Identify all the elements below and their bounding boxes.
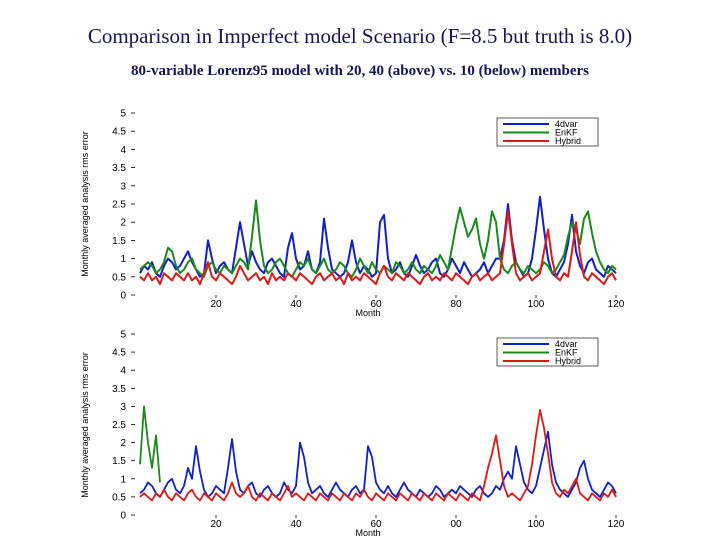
y-tick-label: 3 [120,181,126,193]
legend [497,338,598,366]
y-tick-label: 3.5 [112,383,126,395]
series-line-enkf [140,406,160,482]
chart-panel-2 [80,330,625,539]
legend-label: EnKF [555,347,578,358]
y-tick-label: 2 [120,217,126,229]
y-tick-label: 2.5 [112,420,126,431]
y-tick-label: 0 [120,510,126,522]
y-tick-label: 0 [120,290,126,302]
y-tick-label: 1.5 [112,235,126,247]
legend-label: EnKF [555,127,578,138]
x-axis-label: Month [355,308,381,318]
x-axis-label: Month [355,528,381,538]
legend [497,118,598,146]
legend-label: 4dvar [555,339,578,349]
slide-subtitle: 80-variable Lorenz95 model with 20, 40 (above) vs. 10 (below) members [131,63,589,79]
y-tick-label: 4.5 [112,126,126,138]
y-tick-label: 5 [120,329,126,341]
y-axis-label: Monthly averaged analysis rms error [80,352,90,498]
y-tick-label: 4.5 [112,347,126,359]
slide-title: Comparison in Imperfect model Scenario (F=8.5 but truth is 8.0) [87,24,633,48]
x-tick-label: 00 [450,519,462,530]
chart-panel-1 [80,109,625,319]
series-line-4dvar [140,197,616,277]
y-tick-label: 3 [120,401,126,413]
x-tick-label: 20 [210,519,222,530]
y-tick-label: 2 [120,438,126,450]
y-tick-label: 1 [120,254,126,266]
y-tick-label: 4 [120,365,126,377]
x-tick-label: 40 [290,299,302,310]
x-tick-label: 100 [527,299,545,310]
y-tick-label: 1.5 [112,456,126,468]
legend-label: 4dvar [555,119,578,129]
x-tick-label: 120 [607,519,625,530]
x-tick-label: 40 [290,519,302,530]
x-tick-label: 20 [210,299,222,310]
x-tick-label: 100 [527,519,545,530]
y-tick-label: 4 [120,144,126,156]
x-tick-label: 80 [450,299,462,310]
y-tick-label: 0.5 [112,272,126,284]
x-tick-label: 60 [370,299,382,310]
legend-label: Hybrid [555,356,582,366]
y-tick-label: 1 [120,474,126,486]
y-tick-label: 3.5 [112,163,126,175]
y-tick-label: 5 [120,108,126,120]
y-tick-label: 2.5 [112,199,126,211]
legend-label: Hybrid [555,136,582,146]
x-tick-label: 60 [370,519,382,530]
y-tick-label: 0.5 [112,492,126,504]
series-line-4dvar [140,432,616,497]
x-tick-label: 120 [607,299,625,310]
y-axis-label: Monthly averaged analysis rms error [80,131,90,277]
